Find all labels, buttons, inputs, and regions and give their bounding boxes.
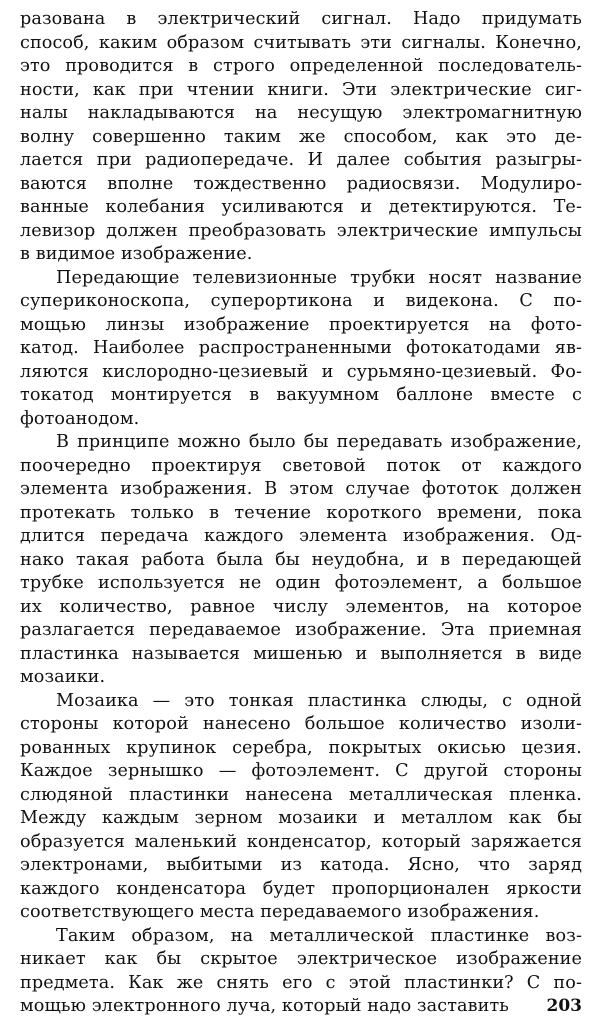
- text-line: мощью линзы изображение проектируется на фото-: [20, 314, 582, 335]
- text-line: каждого конденсатора будет пропорционален яркости: [20, 878, 582, 899]
- text-line: левизор должен преобразовать электрические импульсы: [20, 220, 582, 241]
- paragraph: [20, 925, 582, 1019]
- text-line: Таким образом, на металлической пластинке воз-: [56, 925, 582, 946]
- text-line: их количество, равное числу элементов, на которое: [20, 596, 582, 617]
- text-line: разлагается передаваемое изображение. Эта приемная: [20, 620, 582, 640]
- text-line: поочередно проектируя световой поток от каждого: [20, 455, 582, 476]
- text-line: длится передача каждого элемента изображения. Од-: [20, 526, 582, 546]
- book-page-text: [20, 8, 582, 1019]
- text-line: пластинка называется мишенью и выполняется в виде: [20, 643, 582, 664]
- text-line: ляются кислородно-цезиевый и сурьмяно-цезиевый. Фо-: [20, 361, 582, 382]
- text-line: в видимое изображение.: [20, 244, 253, 264]
- text-line: трубке используется не один фотоэлемент, а большое: [20, 573, 582, 593]
- text-line: стороны которой нанесено большое количество изоли-: [20, 714, 582, 734]
- text-line: способ, каким образом считывать эти сигналы. Конечно,: [20, 32, 582, 53]
- text-line: рованных крупинок серебра, покрытых окисью цезия.: [20, 737, 582, 758]
- text-line: мозаики.: [20, 667, 106, 687]
- text-line: фотоанодом.: [20, 408, 140, 429]
- text-line: это проводится в строго определенной последователь-: [20, 56, 582, 76]
- text-line: образуется маленький конденсатор, который заряжается: [20, 831, 582, 852]
- text-line: мощью электронного луча, который надо заставить: [20, 996, 509, 1016]
- text-line: нако такая работа была бы неудобна, и в передающей: [20, 549, 582, 570]
- text-line: Между каждым зерном мозаики и металлом как бы: [20, 808, 582, 828]
- text-line: электронами, выбитыми из катода. Ясно, что заряд: [20, 855, 582, 875]
- text-line: лается при радиопередаче. И далее события разыгры-: [20, 150, 582, 170]
- text-line: соответствующего места передаваемого изображения.: [20, 902, 540, 922]
- paragraph: [20, 267, 582, 432]
- text-line: ванные колебания усиливаются и детектируются. Те-: [20, 197, 582, 217]
- text-line: ваются вполне тождественно радиосвязи. Модулиро-: [20, 173, 582, 194]
- text-line: супериконоскопа, суперортикона и видекона. С по-: [20, 291, 582, 311]
- text-line: налы накладываются на несущую электромагнитную: [20, 103, 582, 123]
- text-line: В принципе можно было бы передавать изображение,: [56, 432, 582, 452]
- paragraph: [20, 690, 582, 925]
- text-line: токатод монтируется в вакуумном баллоне вместе с: [20, 385, 582, 405]
- text-line: ности, как при чтении книги. Эти электрические сиг-: [20, 79, 582, 100]
- text-line: катод. Наиболее распространенными фотокатодами яв-: [20, 338, 582, 358]
- text-line: предмета. Как же снять его с этой пластинки? С по-: [20, 972, 582, 993]
- paragraph: [20, 431, 582, 690]
- text-line: разована в электрический сигнал. Надо придумать: [20, 9, 582, 29]
- text-line: никает как бы скрытое электрическое изображение: [20, 949, 582, 969]
- text-line: волну совершенно таким же способом, как это де-: [20, 126, 582, 147]
- text-line: Передающие телевизионные трубки носят название: [56, 267, 582, 288]
- text-line: Мозаика — это тонкая пластинка слюды, с одной: [56, 690, 582, 711]
- text-line: Каждое зернышко — фотоэлемент. С другой стороны: [20, 761, 582, 781]
- text-line: элемента изображения. В этом случае фототок должен: [20, 479, 582, 499]
- paragraph: [20, 8, 582, 267]
- text-line: протекать только в течение короткого времени, пока: [20, 502, 582, 523]
- text-line: слюдяной пластинки нанесена металлическая пленка.: [20, 784, 582, 805]
- page-number: 203: [546, 996, 582, 1016]
